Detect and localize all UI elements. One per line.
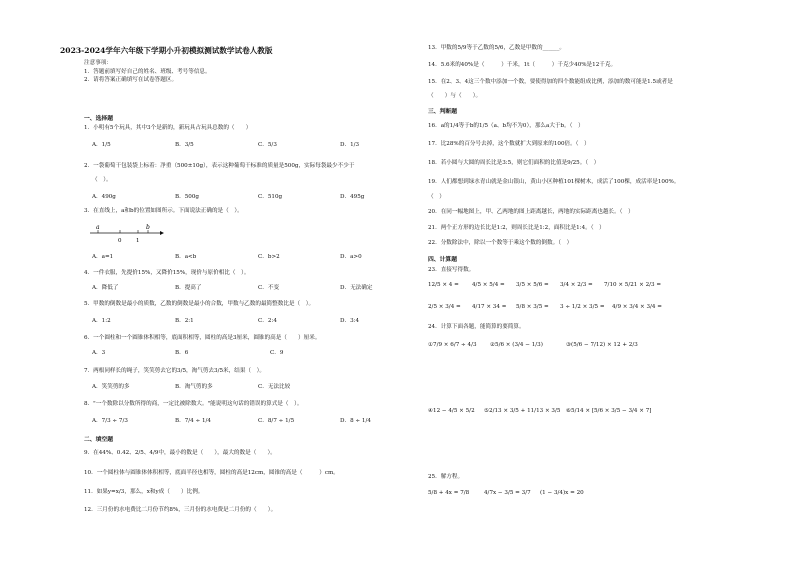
label-zero: 0 bbox=[118, 238, 122, 244]
q1-option-d: D．1/3 bbox=[340, 142, 360, 148]
q24-item: ②5/6 × (3/4 − 1/3) bbox=[490, 342, 543, 348]
section-judge: 三、判断题 bbox=[428, 109, 457, 115]
q23-item: 12/5 × 4 = bbox=[428, 282, 459, 288]
notes-heading: 注意事项： bbox=[84, 60, 112, 66]
q23-item: 4/5 × 5/4 = bbox=[472, 282, 505, 288]
section-calc: 四、计算题 bbox=[428, 257, 457, 263]
q3-option-d: D．a>0 bbox=[340, 254, 362, 260]
question-12: 12．三月份的水电费比二月份节约8%，三月份的水电费是二月份的（ ）。 bbox=[84, 507, 277, 513]
question-24: 24．计算下面各题，能简算的要简算。 bbox=[428, 324, 525, 330]
q24-item: ①7/9 × 6/7 ÷ 4/3 bbox=[428, 342, 477, 348]
q5-option-d: D．3:4 bbox=[340, 318, 360, 324]
q1-option-b: B．3/5 bbox=[175, 142, 194, 148]
q7-option-c: C．无法比较 bbox=[258, 384, 291, 390]
q2-option-d: D．495g bbox=[340, 194, 365, 200]
q4-option-d: D．无法确定 bbox=[340, 285, 373, 291]
question-16: 16．a的1/4等于b的1/5（a、b均不为0），那么a大于b。（ ） bbox=[428, 123, 584, 129]
q23-item: 2/5 × 3/4 = bbox=[428, 304, 461, 310]
section-fill: 二、填空题 bbox=[84, 437, 113, 443]
q3-option-a: A．a=1 bbox=[92, 254, 114, 260]
question-25: 25．解方程。 bbox=[428, 474, 464, 480]
q25-item: 4/7x − 3/5 = 3/7 bbox=[484, 490, 531, 496]
q8-option-d: D．8 ÷ 1/4 bbox=[340, 418, 371, 424]
q23-item: 3 ÷ 1/2 × 3/5 = bbox=[560, 304, 605, 310]
q23-item: 3/4 × 2/3 = bbox=[560, 282, 593, 288]
q24-item: ⑤2/13 × 3/5 + 11/13 × 3/5 bbox=[484, 408, 561, 414]
q1-option-a: A．1/5 bbox=[92, 142, 111, 148]
q7-option-a: A．笑笑剪的多 bbox=[92, 384, 130, 390]
q23-item: 7/10 × 5/21 × 2/3 = bbox=[604, 282, 662, 288]
q5-option-b: B．2:1 bbox=[175, 318, 194, 324]
q8-option-b: B．7/4 ÷ 1/4 bbox=[175, 418, 211, 424]
question-17: 17．比28%的百分号去掉，这个数就扩大到原来的100倍。（ ） bbox=[428, 141, 590, 147]
question-18: 18．若小圆与大圆的周长比是3:5，则它们面积的比值是9/25。（ ） bbox=[428, 160, 600, 166]
question-7: 7．两根同样长的绳子，笑笑剪去它的3/5，淘气剪去3/5米，结果（ ）。 bbox=[84, 368, 265, 374]
q25-item: 5/8 + 4x = 7/8 bbox=[428, 490, 470, 496]
q4-option-b: B．提高了 bbox=[175, 285, 202, 291]
q2-option-b: B．500g bbox=[175, 194, 199, 200]
question-5: 5．甲数的倒数是最小的质数，乙数的倒数是最小的合数，甲数与乙数的最简整数比是（ ）。 bbox=[84, 301, 315, 307]
q1-option-c: C．5/3 bbox=[258, 142, 277, 148]
question-11: 11．如果y=x/3，那么，x和y成（ ）比例。 bbox=[84, 489, 204, 495]
q6-option-c: C．9 bbox=[270, 350, 284, 356]
question-19-cont: （ ） bbox=[428, 194, 445, 200]
question-6: 6．一个圆柱和一个圆锥体积相等，底面积相等，圆柱的高是3厘米，圆锥的高是（ ）厘米。 bbox=[84, 335, 321, 341]
question-2-cont: （ ）。 bbox=[92, 177, 112, 183]
question-1: 1．小明有5个玩具，其中3个是新的，新玩具占玩具总数的（ ） bbox=[84, 125, 252, 131]
q23-item: 4/9 × 3/4 × 3/4 = bbox=[612, 304, 662, 310]
question-22: 22．分数除法中，除以一个数等于乘这个数的倒数。（ ） bbox=[428, 240, 573, 246]
question-8: 8．"一个数除以分数所得的商，一定比被除数大。"能说明这句话的错误的算式是（ ）。 bbox=[84, 401, 303, 407]
question-20: 20．在同一幅地图上，甲、乙两地的图上距离越长，两地的实际距离也越长。（ ） bbox=[428, 209, 634, 215]
q6-option-b: B．6 bbox=[175, 350, 189, 356]
q6-option-a: A．3 bbox=[92, 350, 106, 356]
page-title: 2023-2024学年六年级下学期小升初模拟测试数学试卷人教版 bbox=[60, 46, 273, 55]
question-10: 10．一个圆柱体与圆锥体体积相等，底面半径也相等，圆柱的高是12cm，圆锥的高是（ ）cm。 bbox=[84, 470, 339, 476]
label-one: 1 bbox=[136, 238, 140, 244]
q7-option-b: B．淘气剪的多 bbox=[175, 384, 213, 390]
q2-option-a: A．490g bbox=[92, 194, 116, 200]
q8-option-c: C．8/7 ÷ 1/5 bbox=[258, 418, 295, 424]
q24-item: ④12 − 4/5 × 5/2 bbox=[428, 408, 475, 414]
label-b: b bbox=[146, 224, 150, 231]
question-9: 9．在44%、0.42、2/5、4/9中，最小的数是（ ），最大的数是（ ）。 bbox=[84, 450, 276, 456]
note-item: 1．答题前填写好自己的姓名、班级、考号等信息。 bbox=[84, 69, 211, 75]
label-a: a bbox=[96, 224, 100, 231]
question-4: 4．一件衣服，先提价15%，又降价15%，现价与原价相比（ ）。 bbox=[84, 270, 250, 276]
question-3: 3．在直线上，a和b的位置如图所示。下面说法正确的是（ ）。 bbox=[84, 208, 243, 214]
question-14: 14．5.6米的40%是（ ）千米，1t（ ）千克少40%是12千克。 bbox=[428, 62, 617, 68]
q3-option-c: C．b>2 bbox=[258, 254, 280, 260]
question-13: 13．甲数的5/9等于乙数的5/6，乙数是甲数的______。 bbox=[428, 45, 565, 51]
q23-item: 4/17 × 34 = bbox=[472, 304, 507, 310]
note-item: 2．请将答案正确填写在试卷答题区。 bbox=[84, 77, 178, 83]
question-21: 21．两个正方形的边长比是1:2，则周长比是1:2，面积比是1:4。（ ） bbox=[428, 225, 605, 231]
q24-item: ⑥5/14 × [5/6 × 3/5 − 3/4 × 7] bbox=[566, 408, 652, 414]
q23-item: 3/5 × 5/6 = bbox=[516, 282, 549, 288]
q23-item: 5/8 × 3/5 = bbox=[516, 304, 549, 310]
q5-option-a: A．1:2 bbox=[92, 318, 111, 324]
q8-option-a: A．7/3 ÷ 7/3 bbox=[92, 418, 128, 424]
q5-option-c: C．2:4 bbox=[258, 318, 277, 324]
number-line bbox=[88, 223, 168, 245]
q3-option-b: B．a<b bbox=[175, 254, 197, 260]
question-19: 19．人们都想到绿水青山就是金山银山，黄山小区种植101棵树木，成活了100棵，成活率是100%。 bbox=[428, 179, 680, 185]
q2-option-c: C．510g bbox=[258, 194, 283, 200]
section-choice: 一、选择题 bbox=[84, 116, 113, 122]
question-2: 2．一袋葡萄干包装袋上标着：净重（500±10g），表示这种葡萄干标准的质量是500g，实际每袋最少不少于 bbox=[84, 163, 355, 169]
q4-option-c: C．不变 bbox=[258, 285, 280, 291]
question-15-cont: （ ）与（ ）。 bbox=[428, 93, 482, 99]
question-15: 15．在2、3、4这三个数中添加一个数，要使得加的四个数能组成比例，添加的数可能是1.5或者是 bbox=[428, 79, 673, 85]
q4-option-a: A．降低了 bbox=[92, 285, 119, 291]
question-23: 23．直接写得数。 bbox=[428, 267, 475, 273]
q24-item: ③(5/6 − 7/12) × 12 + 2/3 bbox=[566, 342, 638, 348]
q25-item: (1 − 3/4)x = 20 bbox=[540, 490, 584, 496]
